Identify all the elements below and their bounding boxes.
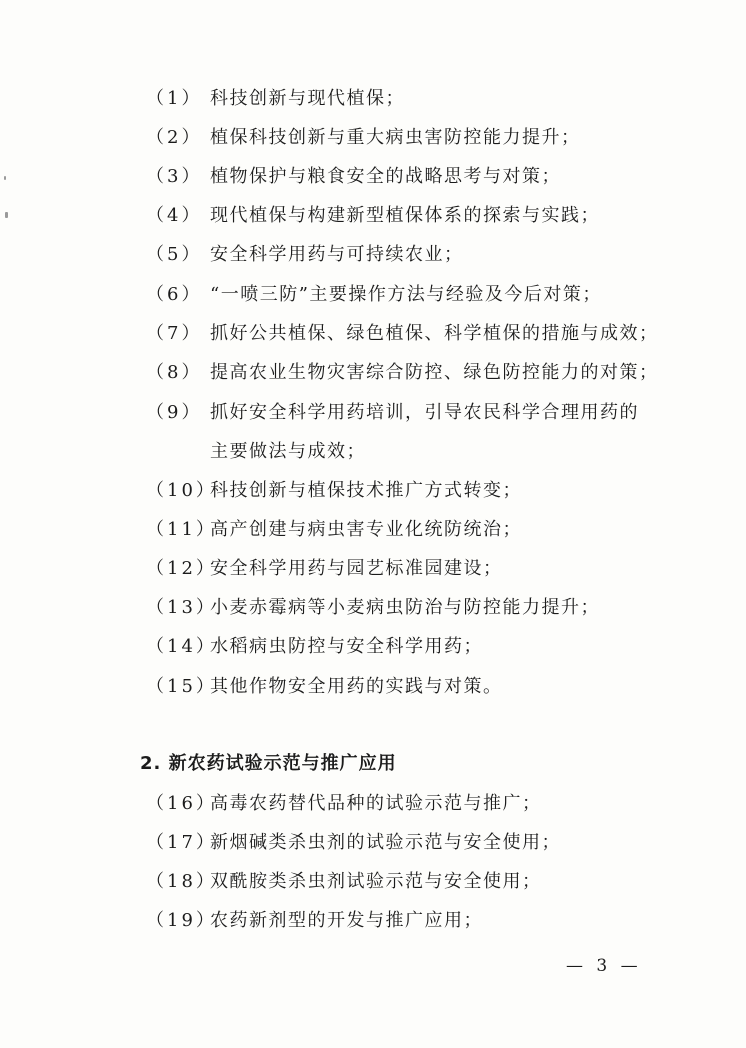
list-item xyxy=(146,630,483,660)
list-item xyxy=(146,865,542,895)
item-continuation: 主要做法与成效； xyxy=(210,441,366,462)
item-text: 提高农业生物灾害综合防控、绿色防控能力的对策； xyxy=(210,362,659,383)
item-text: 安全科学用药与园艺标准园建设； xyxy=(210,558,503,579)
item-text: 其他作物安全用药的实践与对策。 xyxy=(210,676,503,697)
item-text: “一喷三防”主要操作方法与经验及今后对策； xyxy=(210,284,602,305)
item-number: （7） xyxy=(146,323,203,344)
list-item xyxy=(146,591,600,621)
item-text: 水稻病虫防控与安全科学用药； xyxy=(210,636,483,657)
item-number: （13） xyxy=(146,597,217,618)
list-item xyxy=(146,787,542,817)
item-number: （3） xyxy=(146,166,203,187)
scan-speck xyxy=(4,176,6,180)
item-text: 新烟碱类杀虫剂的试验示范与安全使用； xyxy=(210,832,561,853)
list-item xyxy=(146,826,561,856)
item-number: （11） xyxy=(146,519,217,540)
item-text: 安全科学用药与可持续农业； xyxy=(210,244,464,265)
item-number: （1） xyxy=(146,88,203,109)
item-number: （16） xyxy=(146,793,217,814)
list-item xyxy=(146,82,405,112)
item-number: （15） xyxy=(146,676,217,697)
item-text: 农药新剂型的开发与推广应用； xyxy=(210,910,483,931)
list-item xyxy=(146,278,602,308)
item-number: （10） xyxy=(146,480,217,501)
item-number: （8） xyxy=(146,362,203,383)
item-text: 植物保护与粮食安全的战略思考与对策； xyxy=(210,166,561,187)
item-text: 科技创新与植保技术推广方式转变； xyxy=(210,480,522,501)
item-text: 现代植保与构建新型植保体系的探索与实践； xyxy=(210,205,600,226)
list-item xyxy=(146,513,522,543)
list-item xyxy=(146,396,639,426)
item-number: （18） xyxy=(146,871,217,892)
scan-speck xyxy=(5,212,8,218)
list-item xyxy=(146,121,581,151)
item-text: 抓好安全科学用药培训，引导农民科学合理用药的 xyxy=(210,402,639,423)
item-text: 植保科技创新与重大病虫害防控能力提升； xyxy=(210,127,581,148)
item-text: 小麦赤霉病等小麦病虫防治与防控能力提升； xyxy=(210,597,600,618)
section-heading: 2. 新农药试验示范与推广应用 xyxy=(140,753,397,774)
item-number: （5） xyxy=(146,244,203,265)
list-item xyxy=(146,199,600,229)
item-text: 高产创建与病虫害专业化统防统治； xyxy=(210,519,522,540)
list-item xyxy=(146,552,503,582)
list-item xyxy=(146,356,659,386)
item-number: （6） xyxy=(146,284,203,305)
item-text: 高毒农药替代品种的试验示范与推广； xyxy=(210,793,542,814)
item-number: （4） xyxy=(146,205,203,226)
item-number: （9） xyxy=(146,402,203,423)
item-text: 科技创新与现代植保； xyxy=(210,88,405,109)
list-item xyxy=(146,904,483,934)
list-item xyxy=(146,474,522,504)
item-number: （17） xyxy=(146,832,217,853)
list-item xyxy=(146,317,659,347)
page-number: — 3 — xyxy=(566,956,642,976)
item-text: 双酰胺类杀虫剂试验示范与安全使用； xyxy=(210,871,542,892)
list-item xyxy=(146,670,503,700)
item-number: （2） xyxy=(146,127,203,148)
item-text: 抓好公共植保、绿色植保、科学植保的措施与成效； xyxy=(210,323,659,344)
item-number: （19） xyxy=(146,910,217,931)
item-number: （12） xyxy=(146,558,217,579)
list-item xyxy=(146,238,464,268)
item-number: （14） xyxy=(146,636,217,657)
list-item xyxy=(146,160,561,190)
